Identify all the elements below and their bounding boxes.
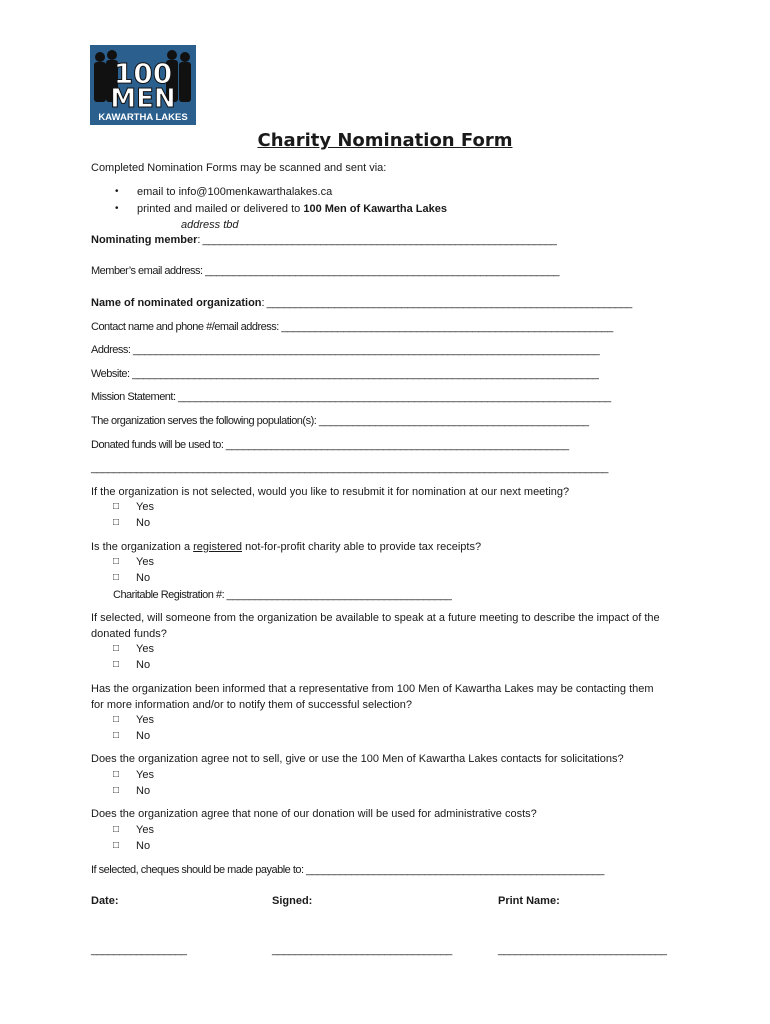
bullet-email: email to info@100menkawarthalakes.ca: [137, 186, 333, 198]
field-address[interactable]: Address: ___________________________________________________________________________________: [91, 344, 600, 356]
option-no: No: [136, 517, 151, 529]
question-informed-line1: Has the organization been informed that a representative from 100 Men of Kawartha Lakes may be contacting them: [91, 683, 654, 695]
field-cheques-payable[interactable]: If selected, cheques should be made payable to: _____________________________________________________: [91, 864, 604, 876]
field-website[interactable]: Website: ___________________________________________________________________________________: [91, 368, 599, 380]
address-tbd: address tbd: [181, 219, 239, 231]
checkbox-icon[interactable]: □: [113, 769, 120, 780]
bullet-mail-org: 100 Men of Kawartha Lakes: [303, 203, 447, 215]
date-label: Date:: [91, 895, 119, 907]
field-organization-name[interactable]: [91, 296, 632, 310]
print-name-label: Print Name:: [498, 895, 560, 907]
option-yes: Yes: [136, 501, 154, 513]
nominating-blank[interactable]: : _______________________________________________________________: [197, 234, 557, 246]
question-informed-line2: for more information and/or to notify them of successful selection?: [91, 699, 412, 711]
option-no: No: [136, 730, 151, 742]
option-yes: Yes: [136, 769, 154, 781]
field-registration-number[interactable]: Charitable Registration #: ________________________________________: [113, 589, 452, 601]
organization-logo: [90, 45, 196, 125]
checkbox-icon[interactable]: □: [113, 572, 120, 583]
question-speak-line1: If selected, will someone from the organization be available to speak at a future meeting to describe the impact of the: [91, 612, 660, 624]
checkbox-icon[interactable]: □: [113, 785, 120, 796]
question-resubmit: If the organization is not selected, would you like to resubmit it for nomination at our next meeting?: [91, 486, 570, 498]
nominating-label: Nominating member: [91, 234, 198, 246]
checkbox-icon[interactable]: □: [113, 840, 120, 851]
svg-text:MEN: MEN: [110, 84, 176, 114]
checkbox-icon[interactable]: □: [113, 501, 120, 512]
field-nominating-member[interactable]: [91, 233, 556, 247]
checkbox-icon[interactable]: □: [113, 517, 120, 528]
bullet-mail: [137, 202, 447, 216]
field-member-email[interactable]: Member’s email address: _______________________________________________________________: [91, 265, 560, 277]
question-contacts: Does the organization agree not to sell, give or use the 100 Men of Kawartha Lakes contacts for solicitations?: [91, 753, 624, 765]
svg-text:100: 100: [113, 57, 173, 90]
org-blank[interactable]: : _________________________________________________________________: [261, 297, 632, 309]
field-mission[interactable]: Mission Statement: _____________________________________________________________________________: [91, 391, 611, 403]
field-contact[interactable]: Contact name and phone #/email address: ___________________________________________________________: [91, 321, 613, 333]
q2-text: Is the organization a: [91, 541, 194, 553]
checkbox-icon[interactable]: □: [113, 714, 120, 725]
option-no: No: [136, 785, 151, 797]
signature-field[interactable]: ________________________________: [272, 944, 452, 956]
q2-text-end: not-for-profit charity able to provide tax receipts?: [242, 541, 482, 553]
page-title: Charity Nomination Form: [257, 130, 513, 151]
option-yes: Yes: [136, 643, 154, 655]
logo-graphic: [90, 45, 196, 125]
org-label: Name of nominated organization: [91, 297, 262, 309]
checkbox-icon[interactable]: □: [113, 824, 120, 835]
option-no: No: [136, 572, 151, 584]
checkbox-icon[interactable]: □: [113, 730, 120, 741]
checkbox-icon[interactable]: □: [113, 659, 120, 670]
option-yes: Yes: [136, 824, 154, 836]
bullet-icon: •: [115, 203, 119, 214]
option-yes: Yes: [136, 556, 154, 568]
print-name-field[interactable]: ______________________________: [498, 944, 667, 956]
q2-registered: registered: [193, 541, 243, 553]
question-registered: [91, 540, 481, 554]
svg-text:KAWARTHA LAKES: KAWARTHA LAKES: [98, 112, 188, 123]
option-no: No: [136, 840, 151, 852]
checkbox-icon[interactable]: □: [113, 643, 120, 654]
field-funds-line2[interactable]: ____________________________________________________________________________________________: [91, 462, 608, 474]
option-yes: Yes: [136, 714, 154, 726]
checkbox-icon[interactable]: □: [113, 556, 120, 567]
intro-text: Completed Nomination Forms may be scanned and sent via:: [91, 162, 387, 174]
date-field[interactable]: _________________: [91, 944, 187, 956]
bullet-icon: •: [115, 186, 119, 197]
field-population[interactable]: The organization serves the following population(s): ________________________________________________: [91, 415, 589, 427]
bullet-mail-text: printed and mailed or delivered to: [137, 203, 304, 215]
field-funds[interactable]: Donated funds will be used to: _____________________________________________________________: [91, 439, 569, 451]
option-no: No: [136, 659, 151, 671]
question-speak-line2: donated funds?: [91, 628, 167, 640]
signed-label: Signed:: [272, 895, 313, 907]
question-admin-costs: Does the organization agree that none of our donation will be used for administrative costs?: [91, 808, 537, 820]
